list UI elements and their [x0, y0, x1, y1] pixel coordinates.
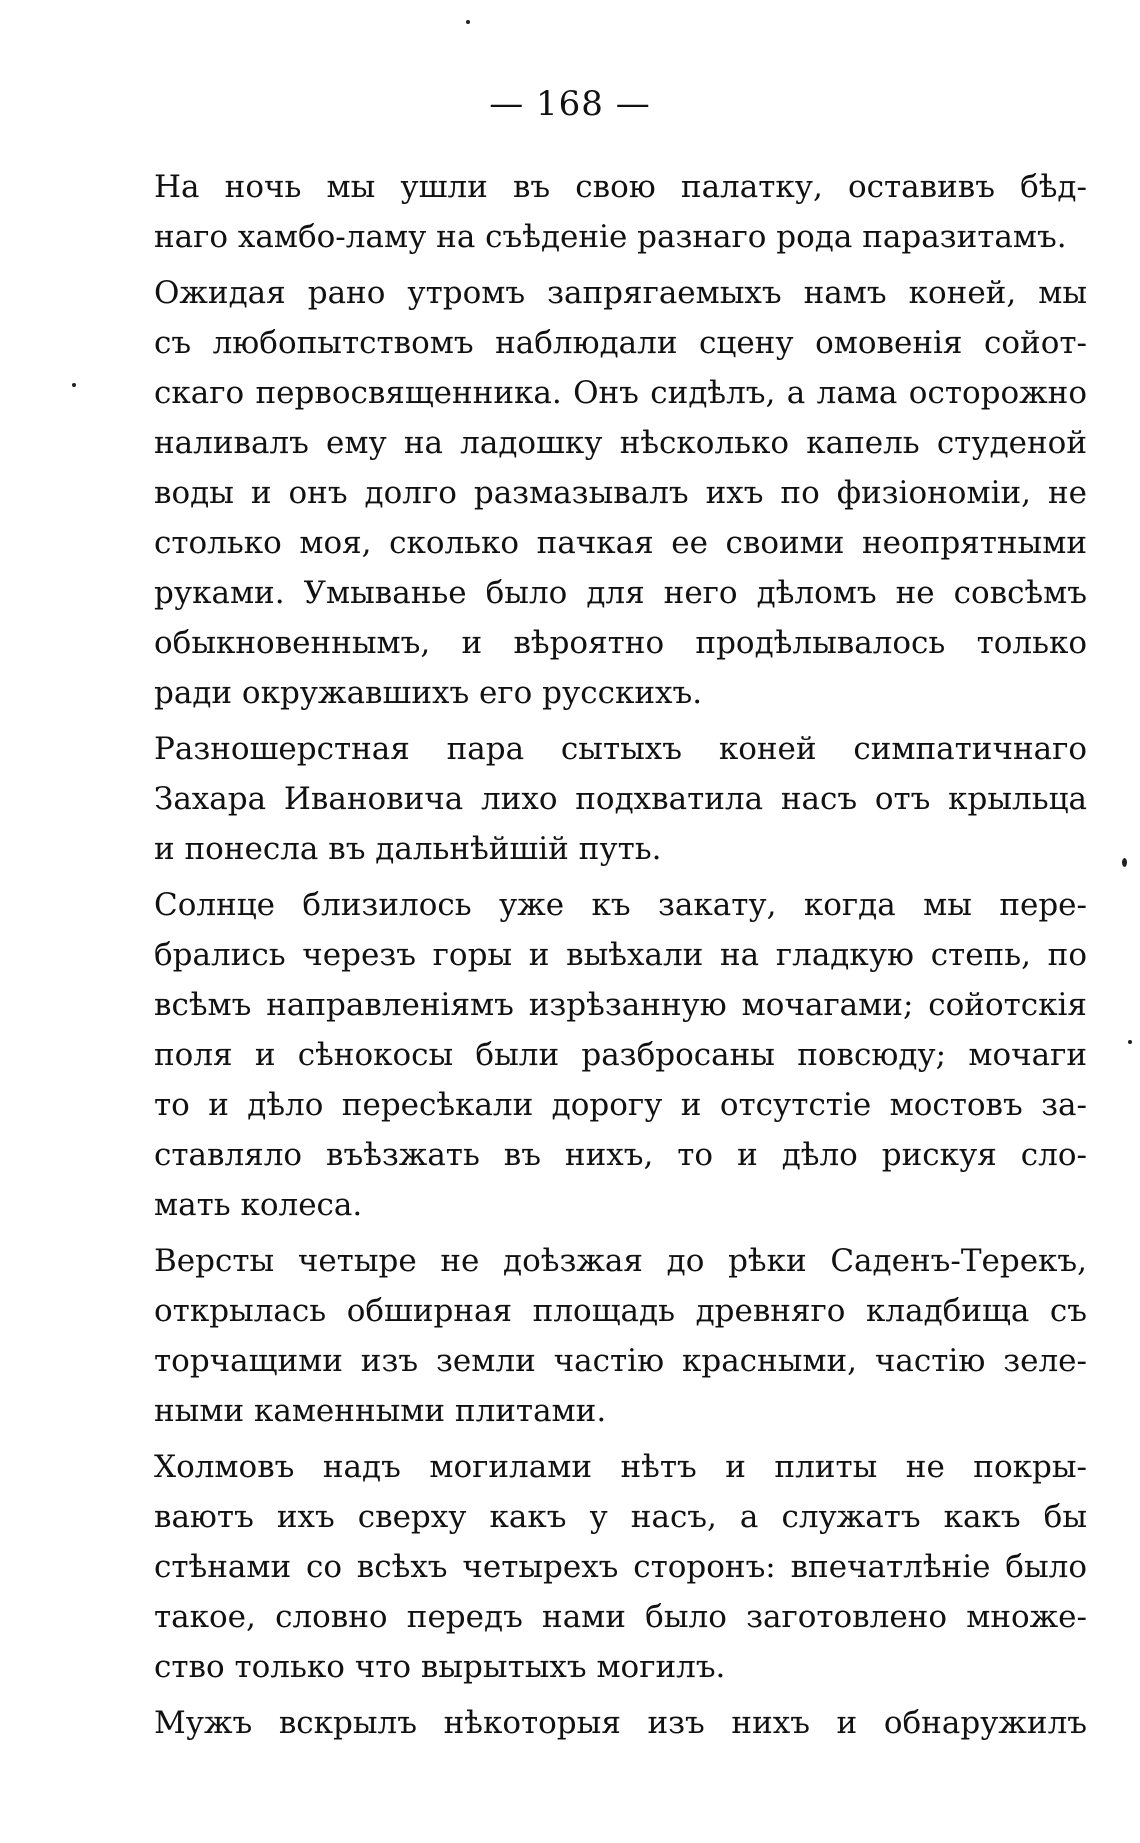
text-line: поля и сѣнокосы были разбросаны повсюду; мочаги — [154, 1037, 1087, 1073]
text-line: столько моя, сколько пачкая ее своими неопрятными — [154, 525, 1087, 561]
text-line: мать колеса. — [154, 1187, 363, 1223]
text-line: наго хамбо-ламу на съѣденіе разнаго рода паразитамъ. — [154, 219, 1067, 255]
print-speck — [72, 383, 76, 387]
text-line: Солнце близилось уже къ закату, когда мы пере- — [154, 887, 1087, 923]
text-line: ваютъ ихъ сверху какъ у насъ, а служатъ какъ бы — [154, 1499, 1087, 1535]
text-line: скаго первосвященника. Онъ сидѣлъ, а лама осторожно — [154, 375, 1087, 411]
page-number: — 168 — — [489, 84, 651, 124]
text-line: Разношерстная пара сытыхъ коней симпатичнаго — [154, 731, 1087, 767]
text-line: Холмовъ надъ могилами нѣтъ и плиты не покры- — [154, 1449, 1087, 1485]
text-line: такое, словно передъ нами было заготовлено множе- — [154, 1599, 1087, 1635]
text-line: воды и онъ долго размазывалъ ихъ по физіономіи, не — [154, 475, 1087, 511]
text-line: обыкновеннымъ, и вѣроятно продѣлывалось только — [154, 625, 1087, 661]
text-line: Ожидая рано утромъ запрягаемыхъ намъ коней, мы — [154, 275, 1087, 311]
text-line: ство только что вырытыхъ могилъ. — [154, 1649, 726, 1685]
text-line: ными каменными плитами. — [154, 1393, 607, 1429]
text-line: Мужъ вскрылъ нѣкоторыя изъ нихъ и обнаружилъ — [154, 1705, 1087, 1741]
text-line: торчащими изъ земли частію красными, частію зеле- — [154, 1343, 1087, 1379]
text-line: и понесла въ дальнѣйшій путь. — [154, 831, 662, 867]
text-line: то и дѣло пересѣкали дорогу и отсутстіе мостовъ за- — [154, 1087, 1087, 1123]
text-line: Захара Ивановича лихо подхватила насъ отъ крыльца — [154, 781, 1087, 817]
paragraph — [92, 1236, 1087, 1436]
body-text — [92, 162, 1087, 1754]
text-line: всѣмъ направленіямъ изрѣзанную мочагами; сойотскія — [154, 987, 1087, 1023]
print-speck — [466, 20, 470, 24]
paragraph — [92, 724, 1087, 874]
paragraph — [92, 1698, 1087, 1748]
text-line: открылась обширная площадь древняго кладбища съ — [154, 1293, 1087, 1329]
paragraph — [92, 268, 1087, 718]
text-line: ставляло въѣзжать въ нихъ, то и дѣло рискуя сло- — [154, 1137, 1087, 1173]
text-line: На ночь мы ушли въ свою палатку, оставивъ бѣд- — [154, 169, 1087, 205]
text-line: руками. Умыванье было для него дѣломъ не совсѣмъ — [154, 575, 1087, 611]
text-line: ради окружавшихъ его русскихъ. — [154, 675, 703, 711]
text-line: брались черезъ горы и выѣхали на гладкую степь, по — [154, 937, 1087, 973]
print-speck — [1128, 1040, 1132, 1044]
text-line: стѣнами со всѣхъ четырехъ сторонъ: впечатлѣніе было — [154, 1549, 1087, 1585]
text-line: Версты четыре не доѣзжая до рѣки Саденъ-Терекъ, — [154, 1243, 1087, 1279]
paragraph — [92, 880, 1087, 1230]
text-line: съ любопытствомъ наблюдали сцену омовенія сойот- — [154, 325, 1087, 361]
print-speck — [1122, 858, 1127, 867]
text-line: наливалъ ему на ладошку нѣсколько капель студеной — [154, 425, 1087, 461]
paragraph — [92, 162, 1087, 262]
paragraph — [92, 1442, 1087, 1692]
